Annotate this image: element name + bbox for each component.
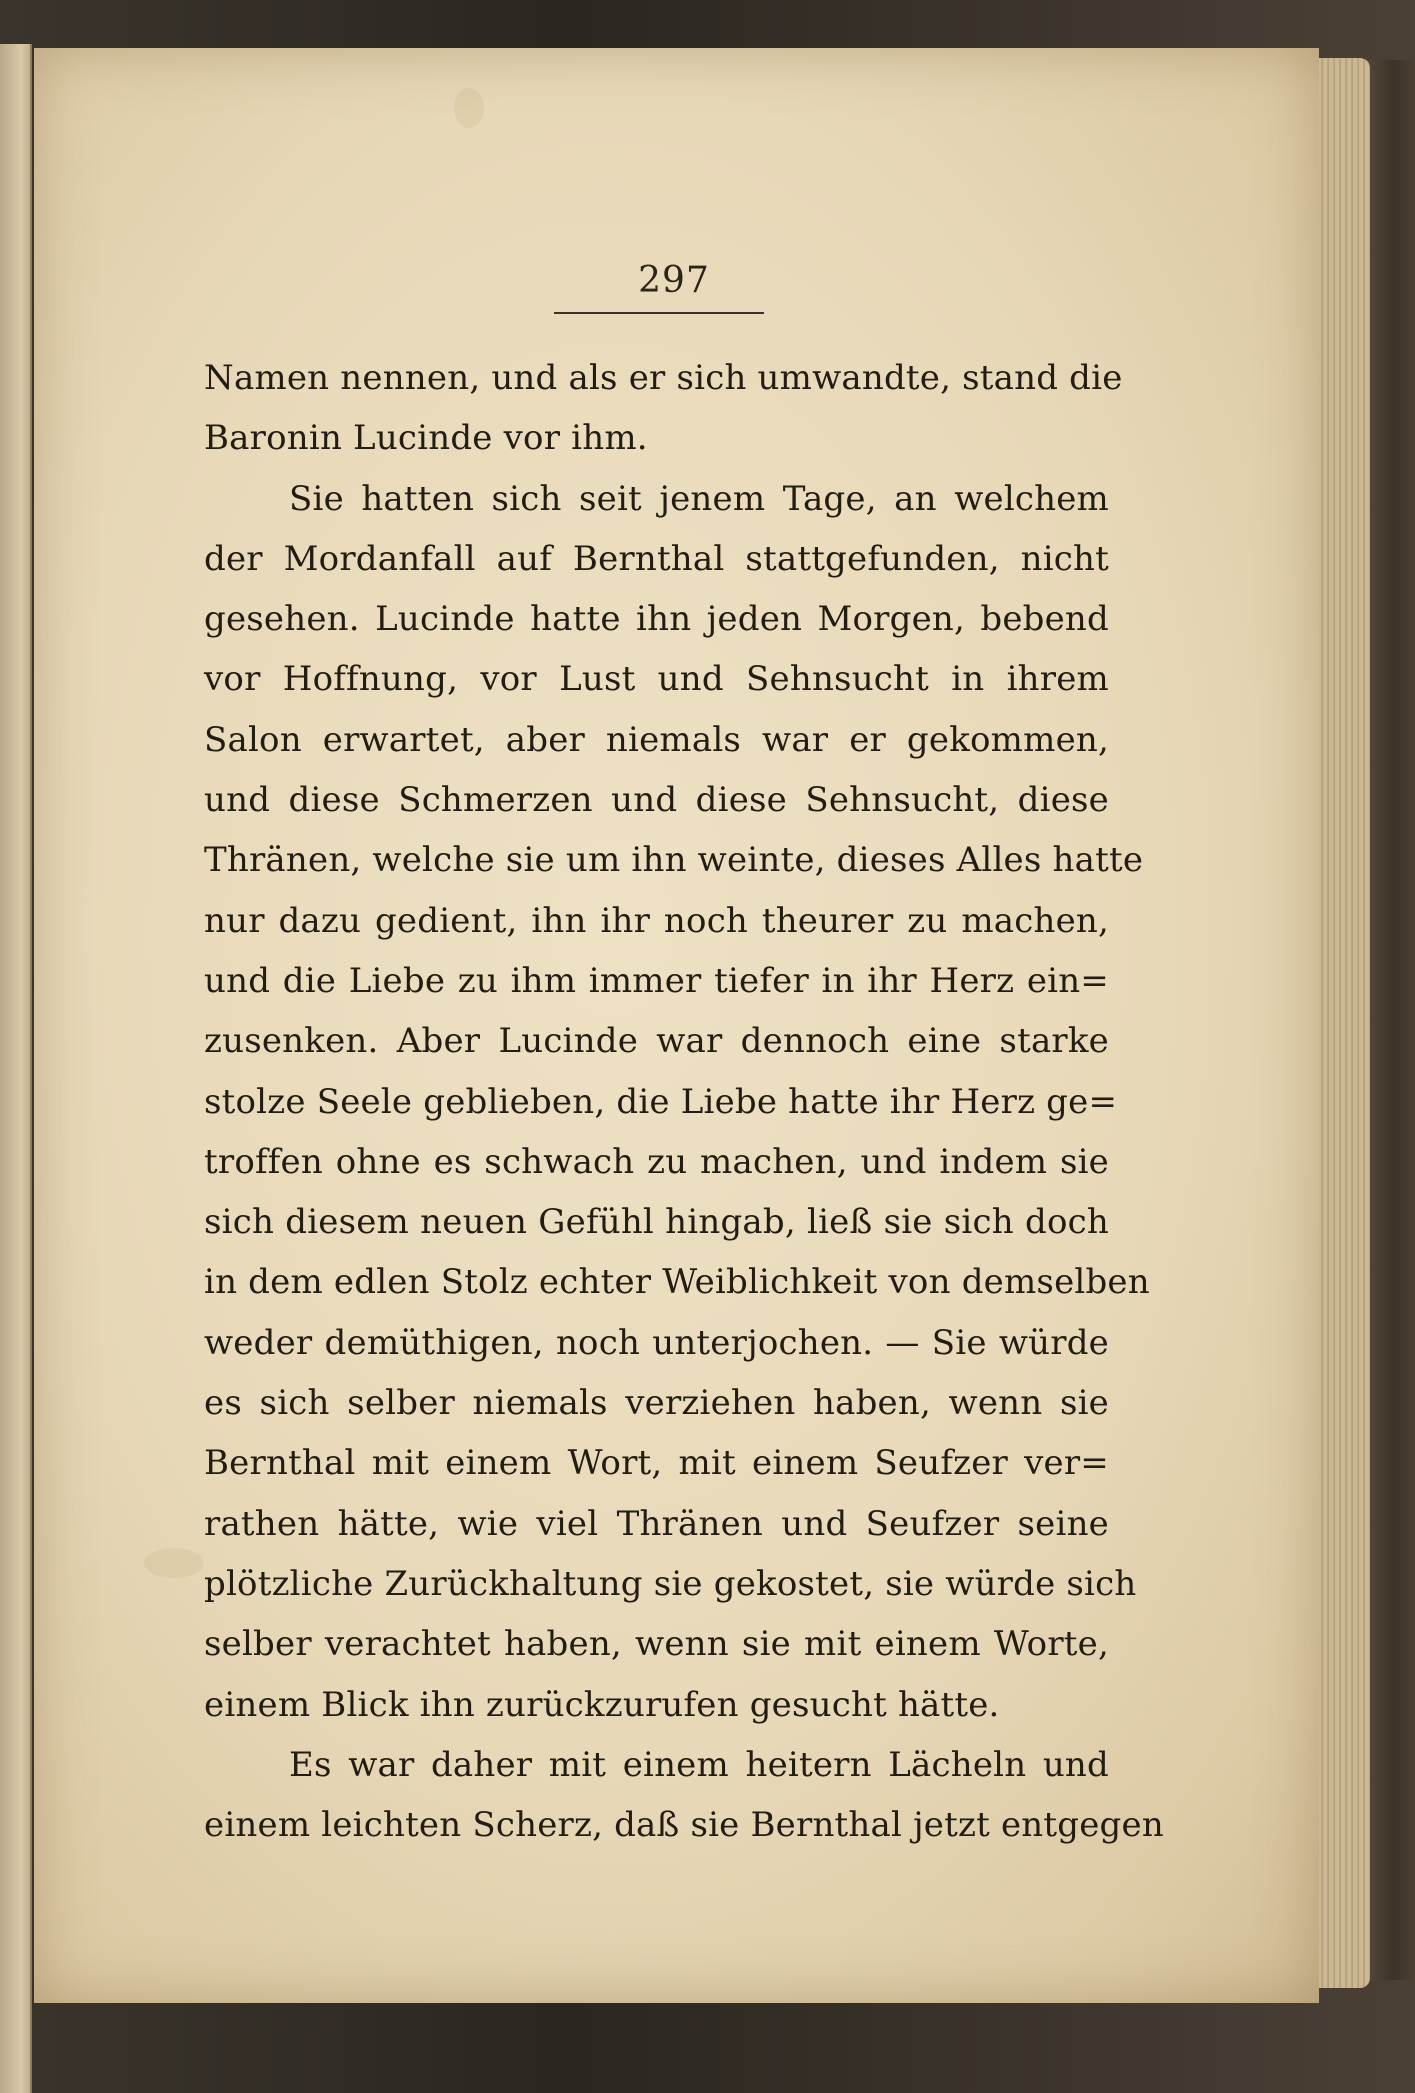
text-line: selber verachtet haben, wenn sie mit einem Worte,: [204, 1624, 1109, 1665]
paper-stain: [454, 88, 484, 128]
text-line: vor Hoffnung, vor Lust und Sehnsucht in ihrem: [204, 659, 1109, 700]
header-rule: [554, 312, 764, 314]
text-line: gesehen. Lucinde hatte ihn jeden Morgen, bebend: [204, 599, 1109, 640]
text-line: Sie hatten sich seit jenem Tage, an welchem: [289, 478, 1109, 519]
paper-stain: [144, 1548, 204, 1578]
text-line: troffen ohne es schwach zu machen, und indem sie: [204, 1141, 1109, 1182]
text-line: Es war daher mit einem heitern Lächeln und: [289, 1744, 1109, 1785]
text-line: rathen hätte, wie viel Thränen und Seufzer seine: [204, 1503, 1109, 1544]
text-line: zusenken. Aber Lucinde war dennoch eine starke: [204, 1021, 1109, 1062]
text-line: Salon erwartet, aber niemals war er gekommen,: [204, 719, 1109, 760]
text-line: der Mordanfall auf Bernthal stattgefunden, nicht: [204, 538, 1109, 579]
text-line: plötzliche Zurückhaltung sie gekostet, sie würde sich: [204, 1563, 1137, 1604]
text-line: nur dazu gedient, ihn ihr noch theurer zu machen,: [204, 900, 1109, 941]
facing-page-edge: [0, 44, 32, 2093]
text-line: es sich selber niemals verziehen haben, wenn sie: [204, 1383, 1109, 1424]
text-line: sich diesem neuen Gefühl hingab, ließ sie sich doch: [204, 1202, 1109, 1243]
book-page: [34, 48, 1319, 2003]
text-line: einem leichten Scherz, daß sie Bernthal jetzt entgegen: [204, 1805, 1164, 1846]
text-line: Namen nennen, und als er sich umwandte, stand die: [204, 358, 1123, 398]
text-line: Baronin Lucinde vor ihm.: [204, 418, 648, 459]
text-line: Bernthal mit einem Wort, mit einem Seufzer ver=: [204, 1443, 1109, 1484]
text-line: und die Liebe zu ihm immer tiefer in ihr Herz ein=: [204, 960, 1109, 1001]
text-line: in dem edlen Stolz echter Weiblichkeit von demselben: [204, 1262, 1150, 1303]
page-number: 297: [638, 260, 710, 301]
text-line: und diese Schmerzen und diese Sehnsucht, diese: [204, 780, 1109, 821]
text-line: weder demüthigen, noch unterjochen. — Sie würde: [204, 1322, 1109, 1363]
text-line: Thränen, welche sie um ihn weinte, dieses Alles hatte: [204, 840, 1144, 881]
text-line: einem Blick ihn zurückzurufen gesucht hätte.: [204, 1684, 1000, 1725]
page-body-text: [204, 348, 1164, 1855]
text-line: stolze Seele geblieben, die Liebe hatte ihr Herz ge=: [204, 1081, 1118, 1122]
